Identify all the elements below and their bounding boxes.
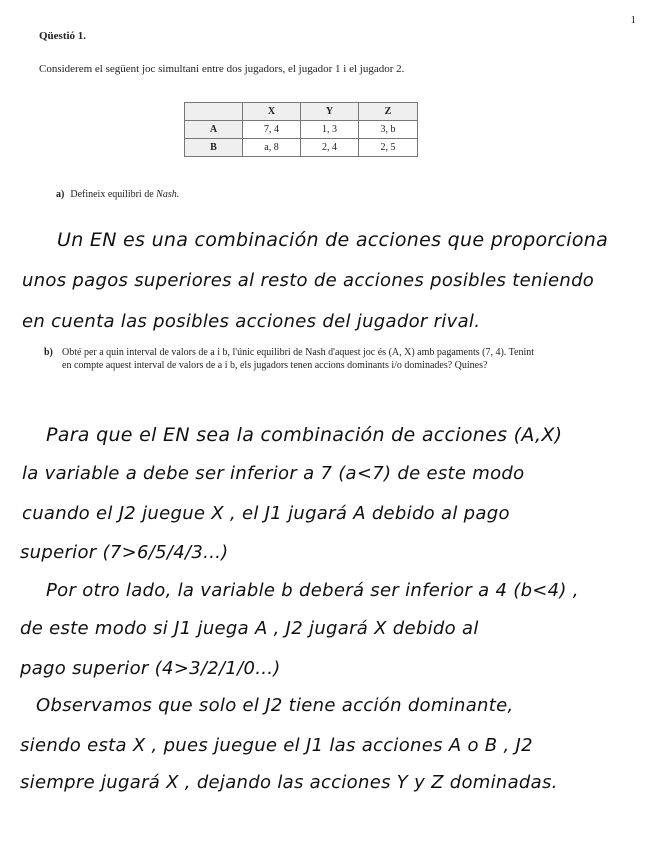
payoff-col-header: X xyxy=(243,103,301,121)
answer-b-line: superior (7>6/5/4/3...) xyxy=(20,542,229,563)
payoff-row-header: B xyxy=(185,139,243,157)
payoff-cell: 3, b xyxy=(359,121,418,139)
answer-a-line: Un EN es una combinación de acciones que proporciona xyxy=(57,229,609,251)
page-number: 1 xyxy=(630,14,636,26)
answer-b-line: pago superior (4>3/2/1/0...) xyxy=(20,658,281,679)
payoff-table xyxy=(184,102,418,157)
answer-b-line: Por otro lado, la variable b deberá ser inferior a 4 (b<4) , xyxy=(46,580,579,601)
intro-text: Considerem el següent joc simultani entre dos jugadors, el jugador 1 i el jugador 2. xyxy=(39,63,405,75)
answer-a-line: en cuenta las posibles acciones del jugador rival. xyxy=(22,311,481,332)
answer-b-line: la variable a debe ser inferior a 7 (a<7) de este modo xyxy=(22,463,525,484)
payoff-col-header: Z xyxy=(359,103,418,121)
part-a-emphasis: Nash. xyxy=(156,189,180,200)
payoff-corner-cell xyxy=(185,103,243,121)
answer-b-line: siempre jugará X , dejando las acciones Y y Z dominadas. xyxy=(20,772,558,793)
part-a-label: a) xyxy=(56,189,65,200)
payoff-row-header: A xyxy=(185,121,243,139)
part-b-prompt xyxy=(44,346,544,372)
answer-b-line: Observamos que solo el J2 tiene acción dominante, xyxy=(36,695,514,716)
answer-b-line: de este modo si J1 juega A , J2 jugará X debido al xyxy=(20,618,479,639)
part-a-text: Defineix equilibri de xyxy=(70,189,157,200)
payoff-cell: 1, 3 xyxy=(301,121,359,139)
answer-b-line: Para que el EN sea la combinación de acciones (A,X) xyxy=(46,424,563,446)
answer-a-line: unos pagos superiores al resto de acciones posibles teniendo xyxy=(22,270,595,291)
payoff-row xyxy=(185,121,418,139)
answer-b-line: siendo esta X , pues juegue el J1 las acciones A o B , J2 xyxy=(20,735,533,756)
answer-b-line: cuando el J2 juegue X , el J1 jugará A debido al pago xyxy=(22,503,510,524)
part-a-prompt xyxy=(56,189,179,200)
payoff-cell: 2, 4 xyxy=(301,139,359,157)
payoff-cell: 2, 5 xyxy=(359,139,418,157)
payoff-row xyxy=(185,139,418,157)
payoff-col-header: Y xyxy=(301,103,359,121)
part-b-text: Obté per a quin interval de valors de a i b, l'únic equilibri de Nash d'aquest joc és (A, X) amb pagaments (7, 4). Tenint en compte aquest interval de valors de a i b, els jugadors tenen accions dominants i/o dominades? Quines? xyxy=(62,347,535,371)
payoff-cell: a, 8 xyxy=(243,139,301,157)
part-b-label: b) xyxy=(44,347,53,358)
payoff-header-row xyxy=(185,103,418,121)
question-title: Qüestió 1. xyxy=(39,30,87,42)
payoff-cell: 7, 4 xyxy=(243,121,301,139)
